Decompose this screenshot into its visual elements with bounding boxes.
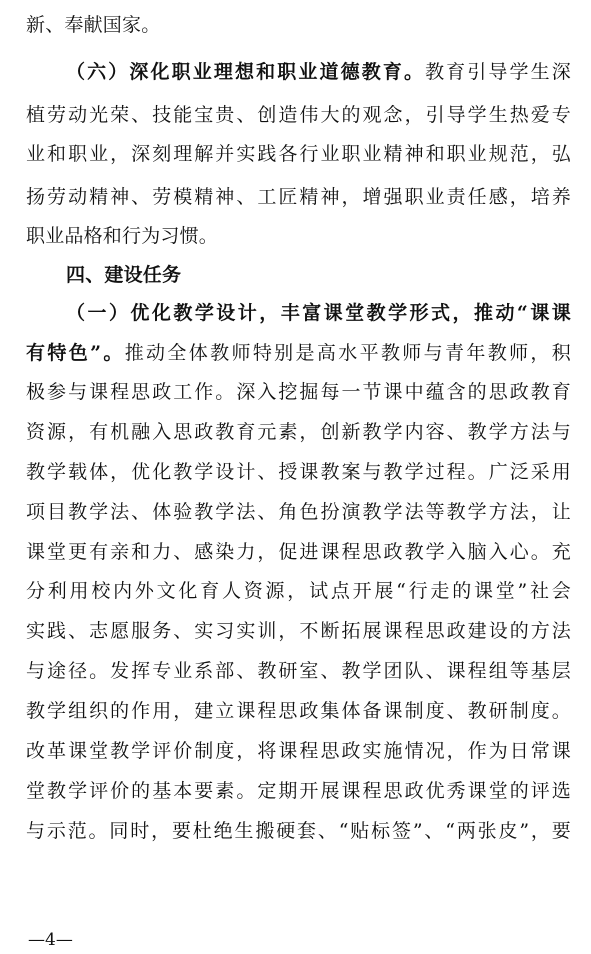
text-line-5 xyxy=(26,186,571,208)
line-5-seg-1: 扬劳动精神、劳模精神、工匠精神，增强职业责任感，培养 xyxy=(26,186,571,208)
line-9-seg-2: 推动全体教师特别是高水平教师与青年教师，积 xyxy=(124,342,571,364)
line-20-seg-1: 堂教学评价的基本要素。定期开展课程思政优秀课堂的评选 xyxy=(26,780,571,802)
line-6-seg-1: 职业品格和行为习惯。 xyxy=(26,225,219,247)
line-8-heading: （一）优化教学设计，丰富课堂教学形式，推动“课课 xyxy=(66,302,571,324)
line-12-seg-1: 教学载体，优化教学设计、授课教案与教学过程。广泛采用 xyxy=(26,461,571,483)
line-4-seg-1: 业和职业，深刻理解并实践各行业职业精神和职业规范，弘 xyxy=(26,143,571,165)
text-line-19 xyxy=(26,740,571,762)
line-9-heading-end: 有特色”。 xyxy=(26,342,125,364)
text-line-10 xyxy=(26,381,571,403)
text-line-11 xyxy=(26,421,571,443)
section-four-title: 四、建设任务 xyxy=(66,264,182,286)
text-line-12 xyxy=(26,461,571,483)
line-14-seg-1: 课堂更有亲和力、感染力，促进课程思政教学入脑入心。充 xyxy=(26,541,571,563)
text-line-8 xyxy=(66,302,571,324)
page-number: —4— xyxy=(28,930,73,950)
text-line-2 xyxy=(66,61,571,83)
line-13-seg-1: 项目教学法、体验教学法、角色扮演教学法等教学方法，让 xyxy=(26,501,571,523)
text-line-6 xyxy=(26,225,571,247)
line-2-seg-2: 教育引导学生深 xyxy=(425,61,571,83)
text-line-16 xyxy=(26,620,571,642)
line-19-seg-1: 改革课堂教学评价制度，将课程思政实施情况，作为日常课 xyxy=(26,740,571,762)
text-line-20 xyxy=(26,780,571,802)
text-line-15 xyxy=(26,580,571,602)
line-3-seg-1: 植劳动光荣、技能宝贵、创造伟大的观念，引导学生热爱专 xyxy=(26,104,571,126)
text-line-14 xyxy=(26,541,571,563)
text-line-21 xyxy=(26,820,571,842)
text-line-4 xyxy=(26,143,571,165)
line-16-seg-1: 实践、志愿服务、实习实训，不断拓展课程思政建设的方法 xyxy=(26,620,571,642)
line-15-seg-1: 分利用校内外文化育人资源，试点开展“行走的课堂”社会 xyxy=(26,580,571,602)
line-2-heading: （六）深化职业理想和职业道德教育。 xyxy=(66,61,426,83)
line-1-seg-1: 新、奉献国家。 xyxy=(26,14,161,36)
line-11-seg-1: 资源，有机融入思政教育元素，创新教学内容、教学方法与 xyxy=(26,421,571,443)
text-line-9 xyxy=(26,342,571,364)
text-line-13 xyxy=(26,501,571,523)
section-heading-four xyxy=(66,264,571,286)
line-18-seg-1: 教学组织的作用，建立课程思政集体备课制度、教研制度。 xyxy=(26,700,571,722)
text-line-17 xyxy=(26,660,571,682)
text-line-3 xyxy=(26,104,571,126)
line-10-seg-1: 极参与课程思政工作。深入挖掘每一节课中蕴含的思政教育 xyxy=(26,381,571,403)
text-line-1 xyxy=(26,14,571,36)
text-line-18 xyxy=(26,700,571,722)
line-21-seg-1: 与示范。同时，要杜绝生搬硬套、“贴标签”、“两张皮”，要 xyxy=(26,820,571,842)
line-17-seg-1: 与途径。发挥专业系部、教研室、教学团队、课程组等基层 xyxy=(26,660,571,682)
